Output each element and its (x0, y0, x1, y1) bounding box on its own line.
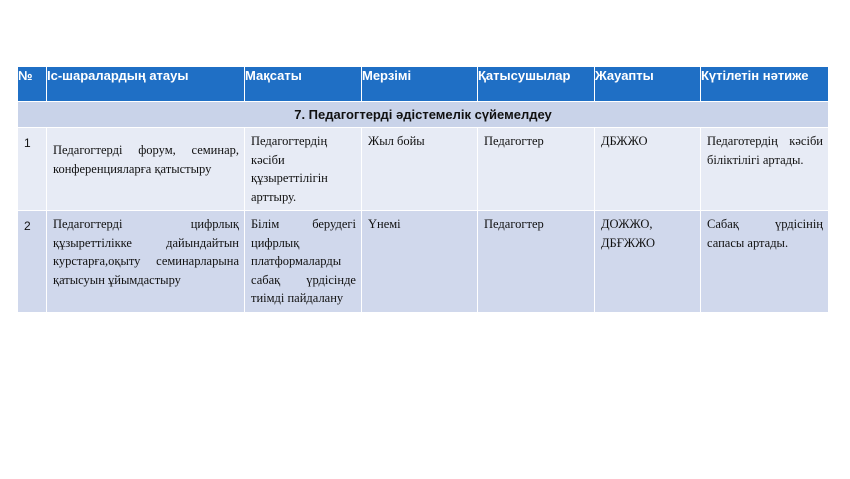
row-number: 2 (18, 211, 47, 313)
header-goal: Мақсаты (245, 67, 362, 102)
goal-cell: Білім берудегі цифрлық платформаларды сабақ үрдісінде тиімді пайдалану (245, 211, 362, 313)
event-name-cell: Педагогтерді цифрлық құзыреттілікке дайындайтын курстарға,оқыту семинарларына қатысуын ұйымдастыру (47, 211, 245, 313)
event-name-text: Педагогтерді форум, семинар, конференцияларға қатыстыру (53, 143, 239, 176)
header-participants: Қатысушылар (478, 67, 595, 102)
header-responsible: Жауапты (595, 67, 701, 102)
header-number: № (18, 67, 47, 102)
header-term: Мерзімі (362, 67, 478, 102)
table-row (18, 211, 829, 313)
expected-result-cell: Сабақ үрдісінің сапасы артады. (701, 211, 829, 313)
participants-cell: Педагогтер (478, 211, 595, 313)
events-plan-table (17, 66, 829, 313)
term-cell: Үнемі (362, 211, 478, 313)
header-row (18, 67, 829, 102)
table-row (18, 128, 829, 211)
header-expected-result: Күтілетін нәтиже (701, 67, 829, 102)
section-row (18, 102, 829, 128)
row-number: 1 (18, 128, 47, 211)
goal-cell: Педагогтердің кәсіби құзыреттілігін арттыру. (245, 128, 362, 211)
participants-cell: Педагогтер (478, 128, 595, 211)
section-title: 7. Педагогтерді әдістемелік сүйемелдеу (18, 102, 829, 128)
header-event-name: Іс-шаралардың атауы (47, 67, 245, 102)
responsible-cell: ДБЖЖО (595, 128, 701, 211)
term-cell: Жыл бойы (362, 128, 478, 211)
event-name-cell (47, 128, 245, 211)
responsible-cell: ДОЖЖО, ДБҒЖЖО (595, 211, 701, 313)
expected-result-cell: Педаготердің кәсіби біліктілігі артады. (701, 128, 829, 211)
